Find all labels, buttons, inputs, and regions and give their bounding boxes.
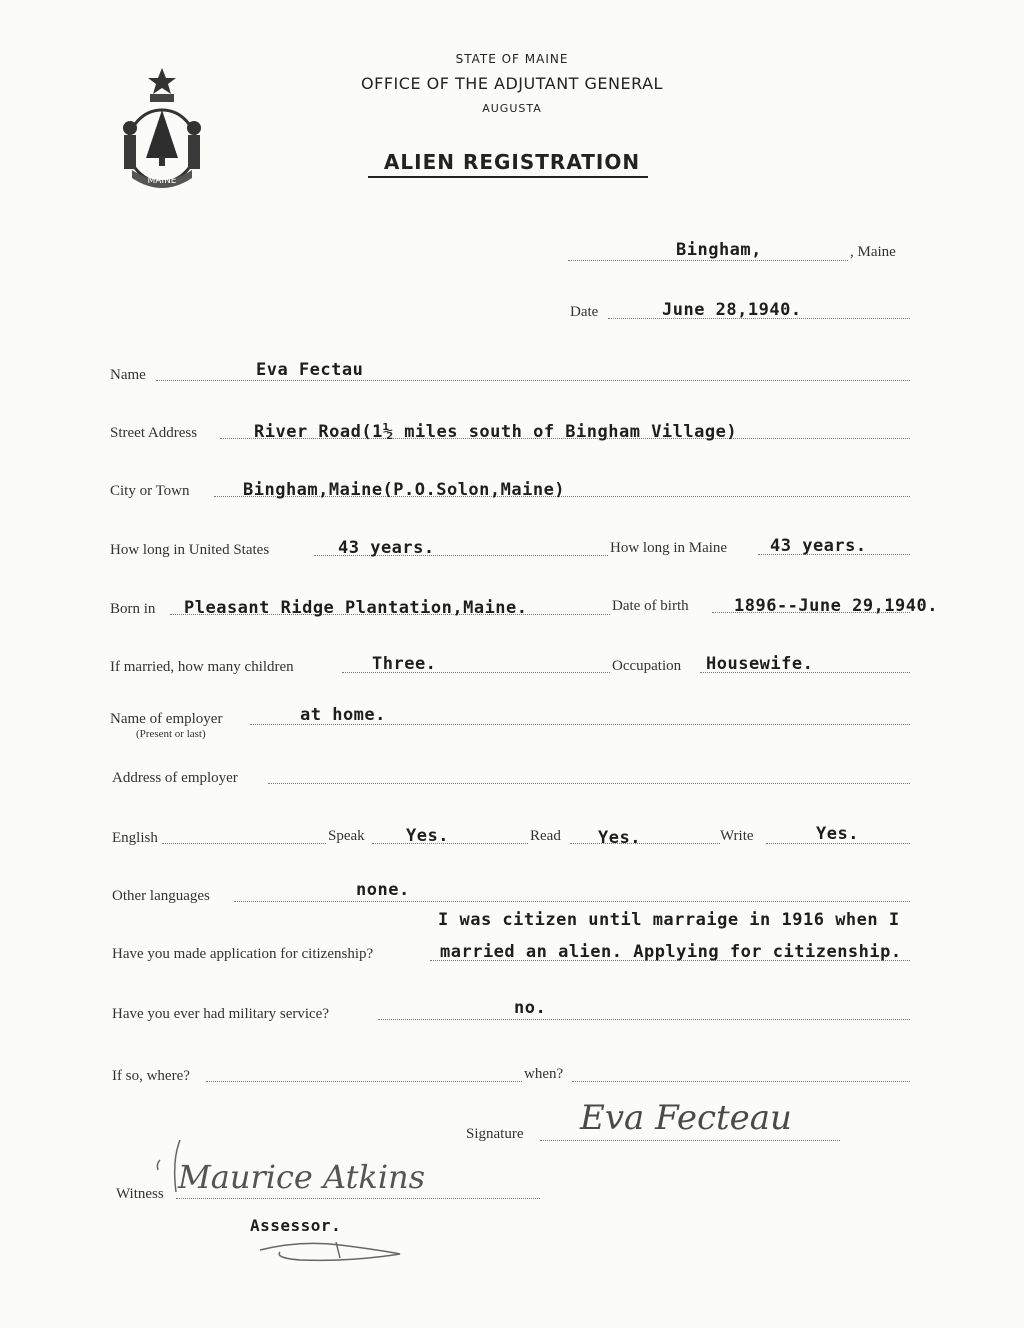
write-label: Write xyxy=(720,828,754,844)
years-us-label: How long in United States xyxy=(110,542,270,558)
speak-label: Speak xyxy=(328,828,365,844)
occupation-label: Occupation xyxy=(612,658,682,674)
city-heading: AUGUSTA xyxy=(482,102,542,115)
witness-label: Witness xyxy=(116,1186,164,1202)
name-label: Name xyxy=(110,367,146,383)
signature-label: Signature xyxy=(466,1126,524,1142)
state-seal-icon xyxy=(112,66,212,191)
read-value: Yes. xyxy=(598,828,641,848)
street-label: Street Address xyxy=(110,425,198,441)
children-label: If married, how many children xyxy=(110,659,294,675)
witness-signature: Maurice Atkins xyxy=(178,1158,426,1196)
employer-label: Name of employer xyxy=(110,711,223,727)
years-maine-label: How long in Maine xyxy=(610,540,728,556)
employer-address-label: Address of employer xyxy=(112,770,238,786)
citizenship-label: Have you made application for citizenship? xyxy=(112,946,374,962)
svg-text:MAINE: MAINE xyxy=(147,176,177,186)
title-underline xyxy=(368,176,648,178)
form-title: ALIEN REGISTRATION xyxy=(383,150,641,174)
born-value: Pleasant Ridge Plantation,Maine. xyxy=(184,598,528,618)
occupation-value: Housewife. xyxy=(706,654,814,674)
place-suffix: , Maine xyxy=(850,244,896,260)
military-label: Have you ever had military service? xyxy=(112,1006,329,1022)
military-value: no. xyxy=(514,998,547,1018)
signature-value: Eva Fecteau xyxy=(580,1098,792,1138)
witness-title: Assessor. xyxy=(250,1216,342,1235)
handwritten-flourish-icon xyxy=(150,1130,420,1270)
office-heading: OFFICE OF THE ADJUTANT GENERAL xyxy=(361,74,663,93)
citizenship-line1: I was citizen until marraige in 1916 when I xyxy=(438,910,900,930)
years-maine-value: 43 years. xyxy=(770,536,867,556)
other-languages-label: Other languages xyxy=(112,888,210,904)
dob-label: Date of birth xyxy=(612,598,689,614)
english-label: English xyxy=(112,830,158,846)
street-value: River Road(1½ miles south of Bingham Village) xyxy=(254,422,738,442)
state-heading: STATE OF MAINE xyxy=(455,52,569,66)
born-label: Born in xyxy=(110,601,156,617)
when-label: when? xyxy=(524,1066,564,1082)
date-label: Date xyxy=(570,304,599,320)
name-value: Eva Fectau xyxy=(256,360,364,380)
place-value: Bingham, xyxy=(676,240,762,260)
speak-value: Yes. xyxy=(406,826,449,846)
employer-sublabel: (Present or last) xyxy=(136,728,206,740)
where-label: If so, where? xyxy=(112,1068,190,1084)
other-languages-value: none. xyxy=(356,880,410,900)
children-value: Three. xyxy=(372,654,437,674)
write-value: Yes. xyxy=(816,824,859,844)
dob-value: 1896--June 29,1940. xyxy=(734,596,938,616)
citizenship-line2: married an alien. Applying for citizenship. xyxy=(440,942,902,962)
read-label: Read xyxy=(530,828,561,844)
date-value: June 28,1940. xyxy=(662,300,802,320)
city-value: Bingham,Maine(P.O.Solon,Maine) xyxy=(243,480,566,500)
city-label: City or Town xyxy=(110,483,190,499)
employer-value: at home. xyxy=(300,705,386,725)
years-us-value: 43 years. xyxy=(338,538,435,558)
